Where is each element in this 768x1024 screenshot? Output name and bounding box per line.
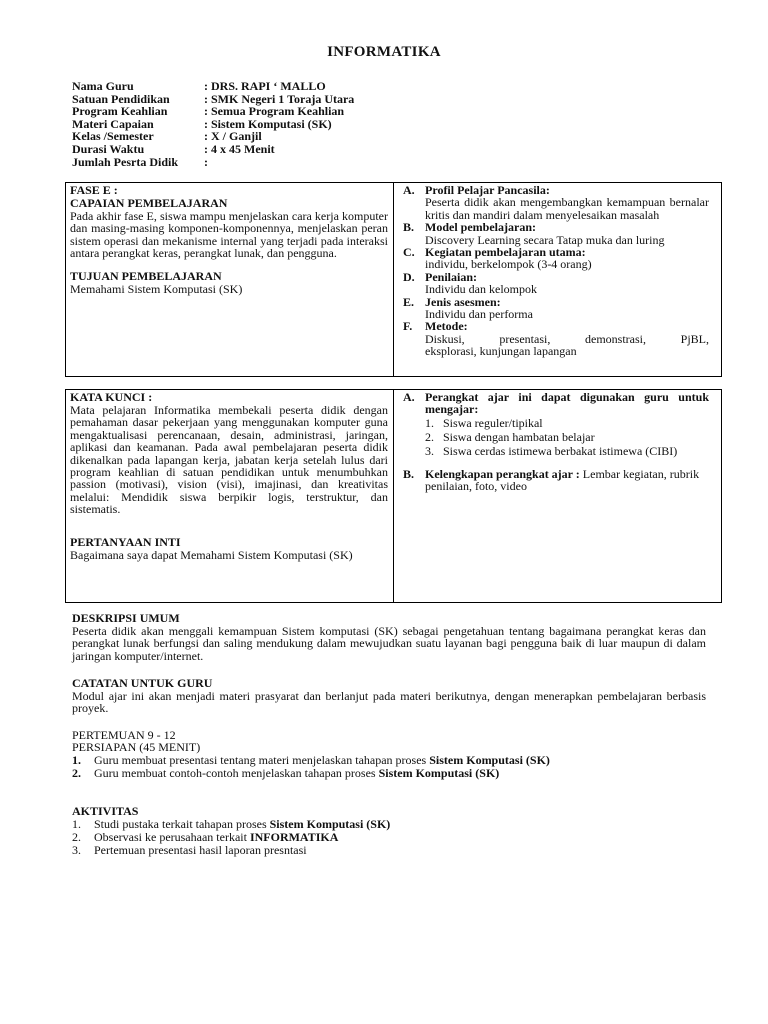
fase-label: FASE E : [70, 183, 118, 197]
item-number: 1. [72, 752, 81, 767]
aktivitas-section [72, 805, 706, 857]
column-divider [393, 183, 394, 376]
item-key: D. [403, 269, 415, 284]
column-divider [393, 390, 394, 602]
list-item: 1. Siswa reguler/tipikal [425, 415, 543, 430]
info-row [72, 156, 354, 169]
persiapan-label: PERSIAPAN (45 MENIT) [72, 740, 201, 755]
item-text: Guru membuat presentasi tentang materi menjelaskan tahapan proses [94, 752, 430, 767]
info-row [72, 143, 354, 156]
audience-list [403, 416, 709, 458]
item-key: C. [403, 245, 415, 260]
item-heading: Profil Pelajar Pancasila: [425, 183, 550, 197]
item-heading: Penilaian: [425, 269, 478, 284]
item-key: A. [403, 183, 415, 197]
list-item [403, 391, 709, 416]
info-label: Durasi Waktu [72, 141, 145, 156]
catatan-heading: CATATAN UNTUK GURU [72, 676, 213, 690]
deskripsi-heading: DESKRIPSI UMUM [72, 611, 180, 625]
info-label: Jumlah Pesrta Didik [72, 154, 179, 169]
item-text: Discovery Learning secara Tatap muka dan luring [425, 232, 665, 247]
capaian-heading: CAPAIAN PEMBELAJARAN [70, 196, 228, 210]
item-bold: Sistem Komputasi (SK) [269, 817, 391, 831]
identity-info [72, 80, 354, 168]
item-bold: Sistem Komputasi (SK) [429, 752, 550, 767]
item-text: Siswa reguler/tipikal [443, 415, 543, 430]
item-bold: Sistem Komputasi (SK) [378, 765, 500, 780]
item-text: Individu dan performa [425, 307, 533, 322]
info-label: Materi Capaian [72, 116, 154, 131]
list-item: 2. Siswa dengan hambatan belajar [425, 429, 595, 444]
list-item [403, 221, 709, 233]
item-heading: Kelengkapan perangkat ajar : [425, 466, 580, 481]
box-kata-kunci-left [70, 391, 388, 561]
kata-kunci-text: Mata pelajaran Informatika membekali peserta didik dengan pemahaman dasar pekerjaan yang menggunakan komputer guna mengaktualisasi perencanaan, desain, administrasi, jaringan, aplikasi dan keamanan. Pada awal pembelajaran peserta didik dikenalkan pada lapangan kerja, jabatan kerja setelah lulus dari program keahlian di satuan pendidikan untuk menumbuhkan passion (motivasi), vision (visi), imajinasi, dan kreativitas melalui: Mendidik siswa berpikir logis, terstruktur, dan sistematis. [70, 403, 388, 517]
pertemuan-label: PERTEMUAN 9 - 12 [72, 728, 176, 742]
box-capaian-left [70, 184, 388, 295]
item-text: Pertemuan presentasi hasil laporan presntasi [94, 843, 307, 857]
item-text: Observasi ke perusahaan terkait [94, 830, 250, 844]
box-capaian-right [403, 183, 712, 359]
info-label: Program Keahlian [72, 104, 168, 119]
info-value: : Semua Program Keahlian [204, 104, 345, 119]
tujuan-text: Memahami Sistem Komputasi (SK) [70, 281, 243, 296]
info-value: : 4 x 45 Menit [204, 141, 275, 156]
item-heading: Metode: [425, 319, 468, 334]
item-heading: Jenis asesmen: [425, 294, 501, 309]
info-label: Nama Guru [72, 79, 134, 93]
box-capaian [65, 182, 722, 377]
info-value: : X / Ganjil [204, 129, 262, 144]
item-key: A. [403, 390, 415, 404]
catatan-text: Modul ajar ini akan menjadi materi prasyarat dan berlanjut pada materi berikutnya, dengan menerapkan pembelajaran berbasis proyek. [72, 689, 706, 716]
aktivitas-heading: AKTIVITAS [72, 804, 139, 818]
item-bold: INFORMATIKA [249, 830, 339, 844]
list-item [403, 320, 709, 332]
info-value: : DRS. RAPI ‘ MALLO [204, 79, 326, 93]
list-item [403, 468, 709, 493]
item-text: Studi pustaka terkait tahapan proses [94, 817, 270, 831]
info-value: : SMK Negeri 1 Toraja Utara [204, 91, 355, 106]
item-text: individu, berkelompok (3-4 orang) [425, 257, 592, 272]
item-number: 2. [72, 830, 81, 844]
list-item [72, 844, 706, 857]
info-row [72, 105, 354, 118]
list-item: 3. Siswa cerdas istimewa berbakat istimewa (CIBI) [425, 444, 709, 458]
item-number: 2. [72, 765, 81, 780]
item-text: Diskusi, presentasi, demonstrasi, PjBL, eksplorasi, kunjungan lapangan [425, 331, 712, 359]
item-key: F. [403, 319, 413, 334]
item-text: Siswa cerdas istimewa berbakat istimewa (CIBI) [443, 443, 678, 458]
info-value: : [204, 154, 208, 169]
item-text: Lembar kegiatan, rubrik penilaian, foto, video [425, 466, 700, 494]
item-key: E. [403, 294, 415, 309]
pertemuan-section [72, 729, 706, 780]
item-heading: Perangkat ajar ini dapat digunakan guru untuk mengajar: [425, 390, 709, 417]
info-value: : Sistem Komputasi (SK) [204, 116, 332, 131]
capaian-text: Pada akhir fase E, siswa mampu menjelaskan cara kerja komputer dan masing-masing komponen-komponennya, menjelaskan peran sistem operasi dan mekanisme internal yang terjadi pada interaksi antara perangkat keras, perangkat lunak, dan pengguna. [70, 209, 388, 261]
item-key: B. [403, 220, 415, 235]
deskripsi-text: Peserta didik akan menggali kemampuan Sistem komputasi (SK) sebagai pengetahuan tentang bagaimana perangkat keras dan perangkat lunak berfungsi dan saling mendukung dalam mewujudkan suatu layanan bagi pengguna baik di luar maupun di dalam jaringan komputer/internet. [72, 624, 706, 663]
item-key: B. [403, 466, 415, 481]
item-text: Peserta didik akan mengembangkan kemampuan bernalar kritis dan mandiri dalam menyelesaikan masalah [425, 195, 709, 222]
page-title: INFORMATIKA [327, 44, 441, 60]
item-number: 3. [72, 843, 81, 857]
info-label: Satuan Pendidikan [72, 91, 170, 106]
item-heading: Model pembelajaran: [425, 220, 536, 235]
tujuan-heading: TUJUAN PEMBELAJARAN [70, 268, 222, 283]
deskripsi-section [72, 612, 706, 662]
kata-kunci-heading: KATA KUNCI : [70, 390, 153, 404]
catatan-section [72, 677, 706, 715]
item-heading: Kegiatan pembelajaran utama: [425, 245, 586, 260]
item-text: Individu dan kelompok [425, 282, 537, 297]
item-number: 1. [72, 817, 81, 831]
info-row [72, 80, 354, 93]
list-item [72, 767, 706, 780]
item-text: Siswa dengan hambatan belajar [443, 429, 595, 444]
pertanyaan-heading: PERTANYAAN INTI [70, 534, 181, 549]
box-kata-kunci-right [403, 391, 709, 493]
item-text: Guru membuat contoh-contoh menjelaskan tahapan proses [94, 765, 379, 780]
pertanyaan-text: Bagaimana saya dapat Memahami Sistem Komputasi (SK) [70, 547, 353, 562]
info-label: Kelas /Semester [72, 129, 154, 144]
box-kata-kunci [65, 389, 722, 603]
